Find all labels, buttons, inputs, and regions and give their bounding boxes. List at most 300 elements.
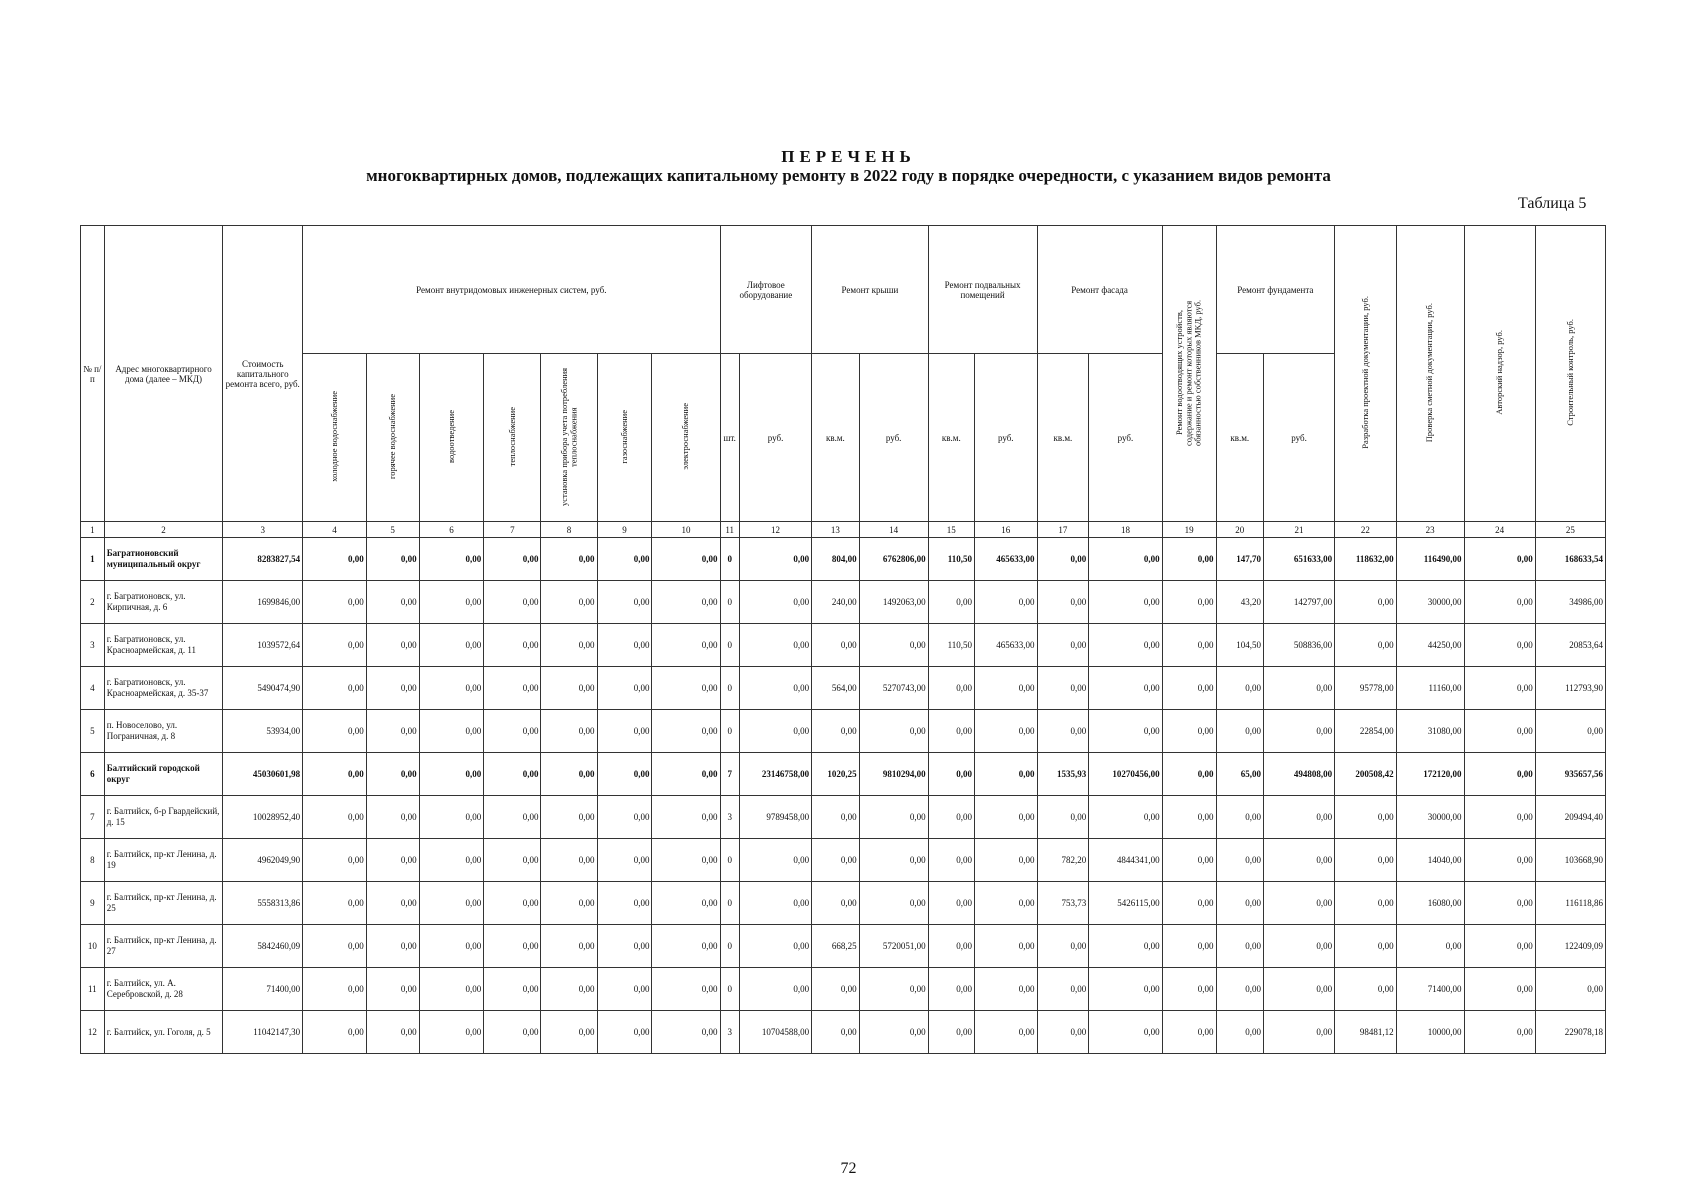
table-cell: 11042147,30 xyxy=(223,1011,303,1054)
page-number: 72 xyxy=(840,1160,857,1177)
table-cell: 0,00 xyxy=(597,581,652,624)
header-author-supervision: Авторский надзор, руб. xyxy=(1464,226,1535,522)
table-cell: 0 xyxy=(720,710,739,753)
table-cell: 494808,00 xyxy=(1263,753,1334,796)
column-number: 19 xyxy=(1162,522,1216,538)
table-cell: 0,00 xyxy=(541,839,597,882)
table-cell: 9789458,00 xyxy=(739,796,811,839)
document-subtitle: многоквартирных домов, подлежащих капитальному ремонту в 2022 году в порядке очередности, с указанием видов ремонта xyxy=(366,166,1331,185)
header-elevator-pcs: шт. xyxy=(720,354,739,522)
table-cell: 0,00 xyxy=(1037,538,1089,581)
header-address: Адрес многоквартирного дома (далее – МКД) xyxy=(104,226,223,522)
table-cell: 0,00 xyxy=(739,882,811,925)
table-cell: 0,00 xyxy=(928,882,974,925)
table-cell: 804,00 xyxy=(812,538,859,581)
table-cell: 0,00 xyxy=(1162,839,1216,882)
column-number: 15 xyxy=(928,522,974,538)
column-number: 22 xyxy=(1335,522,1396,538)
table-cell: 0,00 xyxy=(1089,667,1162,710)
row-address: г. Багратионовск, ул. Кирпичная, д. 6 xyxy=(104,581,223,624)
row-number: 1 xyxy=(81,538,105,581)
table-cell: 0,00 xyxy=(484,839,541,882)
table-cell: 22854,00 xyxy=(1335,710,1396,753)
table-label: Таблица 5 xyxy=(1518,195,1587,212)
table-row xyxy=(81,796,1606,839)
table-cell: 240,00 xyxy=(812,581,859,624)
table-cell: 0,00 xyxy=(652,796,720,839)
table-cell: 0,00 xyxy=(812,968,859,1011)
header-basement-rub: руб. xyxy=(974,354,1037,522)
table-cell: 23146758,00 xyxy=(739,753,811,796)
table-cell: 0,00 xyxy=(739,624,811,667)
table-cell: 0,00 xyxy=(1263,1011,1334,1054)
table-cell: 0,00 xyxy=(597,1011,652,1054)
header-num: № п/п xyxy=(81,226,105,522)
table-cell: 0,00 xyxy=(1216,796,1263,839)
table-cell: 0,00 xyxy=(1335,968,1396,1011)
repair-table xyxy=(80,225,1606,1054)
table-cell: 0,00 xyxy=(484,667,541,710)
column-number: 8 xyxy=(541,522,597,538)
table-cell: 0,00 xyxy=(303,882,367,925)
table-cell: 0,00 xyxy=(652,710,720,753)
table-cell: 0,00 xyxy=(1037,796,1089,839)
header-hot-water: горячее водоснабжение xyxy=(366,354,419,522)
table-cell: 172120,00 xyxy=(1396,753,1464,796)
column-number: 3 xyxy=(223,522,303,538)
column-number: 16 xyxy=(974,522,1037,538)
column-number: 24 xyxy=(1464,522,1535,538)
column-number: 7 xyxy=(484,522,541,538)
table-cell: 0,00 xyxy=(974,925,1037,968)
table-cell: 4844341,00 xyxy=(1089,839,1162,882)
table-row xyxy=(81,753,1606,796)
table-cell: 0,00 xyxy=(1335,581,1396,624)
table-cell: 0,00 xyxy=(366,753,419,796)
table-cell: 0,00 xyxy=(1216,1011,1263,1054)
table-row xyxy=(81,710,1606,753)
table-cell: 0 xyxy=(720,839,739,882)
table-cell: 0,00 xyxy=(366,882,419,925)
table-cell: 0,00 xyxy=(419,839,484,882)
table-cell: 0,00 xyxy=(484,1011,541,1054)
table-cell: 0,00 xyxy=(484,925,541,968)
table-cell: 0,00 xyxy=(541,882,597,925)
table-cell: 0,00 xyxy=(366,624,419,667)
table-cell: 0,00 xyxy=(597,710,652,753)
table-cell: 0,00 xyxy=(541,925,597,968)
table-body xyxy=(81,538,1606,1054)
table-cell: 0,00 xyxy=(1162,624,1216,667)
table-cell: 0,00 xyxy=(812,1011,859,1054)
table-cell: 1535,93 xyxy=(1037,753,1089,796)
table-cell: 0,00 xyxy=(419,667,484,710)
table-cell: 935657,56 xyxy=(1535,753,1605,796)
row-address: г. Балтийск, б-р Гвардейский, д. 15 xyxy=(104,796,223,839)
table-cell: 5720051,00 xyxy=(859,925,928,968)
table-cell: 0,00 xyxy=(1216,882,1263,925)
table-cell: 0,00 xyxy=(303,839,367,882)
column-number: 4 xyxy=(303,522,367,538)
table-cell: 0,00 xyxy=(739,581,811,624)
table-cell: 0,00 xyxy=(419,581,484,624)
table-row xyxy=(81,968,1606,1011)
column-number: 13 xyxy=(812,522,859,538)
table-cell: 0,00 xyxy=(597,667,652,710)
table-cell: 0,00 xyxy=(652,839,720,882)
table-cell: 0,00 xyxy=(366,1011,419,1054)
column-number: 23 xyxy=(1396,522,1464,538)
table-cell: 0,00 xyxy=(812,624,859,667)
header-design-docs: Разработка проектной документации, руб. xyxy=(1335,226,1396,522)
table-cell: 0,00 xyxy=(739,839,811,882)
table-cell: 0,00 xyxy=(928,710,974,753)
row-address: г. Балтийск, пр-кт Ленина, д. 27 xyxy=(104,925,223,968)
header-roof-sqm: кв.м. xyxy=(812,354,859,522)
table-cell: 0,00 xyxy=(1263,796,1334,839)
table-cell: 0,00 xyxy=(419,1011,484,1054)
table-cell: 0,00 xyxy=(1335,624,1396,667)
table-cell: 0,00 xyxy=(366,538,419,581)
table-cell: 0,00 xyxy=(652,667,720,710)
row-address: г. Балтийск, пр-кт Ленина, д. 19 xyxy=(104,839,223,882)
table-cell: 0,00 xyxy=(303,968,367,1011)
table-cell: 0 xyxy=(720,667,739,710)
table-cell: 0,00 xyxy=(1037,624,1089,667)
header-cost: Стоимость капитального ремонта всего, руб. xyxy=(223,226,303,522)
table-cell: 0,00 xyxy=(1037,581,1089,624)
table-cell: 0,00 xyxy=(652,925,720,968)
table-cell: 0,00 xyxy=(303,624,367,667)
table-cell: 0,00 xyxy=(928,1011,974,1054)
table-cell: 0,00 xyxy=(974,796,1037,839)
row-number: 10 xyxy=(81,925,105,968)
table-cell: 209494,40 xyxy=(1535,796,1605,839)
table-cell: 0,00 xyxy=(1162,667,1216,710)
header-foundation-rub: руб. xyxy=(1263,354,1334,522)
table-cell: 0,00 xyxy=(597,796,652,839)
table-cell: 0,00 xyxy=(859,882,928,925)
table-cell: 9810294,00 xyxy=(859,753,928,796)
table-cell: 0 xyxy=(720,538,739,581)
table-cell: 5558313,86 xyxy=(223,882,303,925)
table-cell: 0,00 xyxy=(1162,1011,1216,1054)
column-number: 10 xyxy=(652,522,720,538)
table-cell: 0,00 xyxy=(597,925,652,968)
table-cell: 30000,00 xyxy=(1396,581,1464,624)
table-cell: 0,00 xyxy=(859,839,928,882)
table-cell: 0,00 xyxy=(366,667,419,710)
table-cell: 0,00 xyxy=(812,882,859,925)
table-cell: 0,00 xyxy=(366,796,419,839)
table-cell: 10000,00 xyxy=(1396,1011,1464,1054)
table-cell: 53934,00 xyxy=(223,710,303,753)
row-number: 2 xyxy=(81,581,105,624)
row-number: 8 xyxy=(81,839,105,882)
table-cell: 0,00 xyxy=(484,581,541,624)
table-cell: 0,00 xyxy=(1162,796,1216,839)
table-cell: 0,00 xyxy=(1089,968,1162,1011)
table-cell: 0,00 xyxy=(1089,925,1162,968)
table-cell: 0,00 xyxy=(928,839,974,882)
table-cell: 0,00 xyxy=(1037,1011,1089,1054)
row-number: 7 xyxy=(81,796,105,839)
table-cell: 71400,00 xyxy=(223,968,303,1011)
table-cell: 0,00 xyxy=(1037,710,1089,753)
table-cell: 0,00 xyxy=(597,968,652,1011)
table-cell: 0,00 xyxy=(812,839,859,882)
table-cell: 0 xyxy=(720,882,739,925)
table-row xyxy=(81,538,1606,581)
table-cell: 0,00 xyxy=(1037,968,1089,1011)
table-row xyxy=(81,581,1606,624)
table-cell: 0,00 xyxy=(652,968,720,1011)
header-facade-sqm: кв.м. xyxy=(1037,354,1089,522)
table-cell: 0,00 xyxy=(541,710,597,753)
header-sewerage: водоотведение xyxy=(419,354,484,522)
table-cell: 0,00 xyxy=(1464,710,1535,753)
table-cell: 0,00 xyxy=(1464,968,1535,1011)
table-cell: 0,00 xyxy=(1335,882,1396,925)
table-cell: 0,00 xyxy=(1464,1011,1535,1054)
table-cell: 508836,00 xyxy=(1263,624,1334,667)
header-elevator: Лифтовое оборудование xyxy=(720,226,812,354)
row-address: п. Новоселово, ул. Пограничная, д. 8 xyxy=(104,710,223,753)
table-cell: 0,00 xyxy=(859,968,928,1011)
table-cell: 0,00 xyxy=(652,624,720,667)
table-cell: 651633,00 xyxy=(1263,538,1334,581)
table-cell: 0,00 xyxy=(541,667,597,710)
table-cell: 0,00 xyxy=(859,624,928,667)
table-cell: 0,00 xyxy=(366,710,419,753)
table-cell: 116118,86 xyxy=(1535,882,1605,925)
row-number: 9 xyxy=(81,882,105,925)
table-cell: 465633,00 xyxy=(974,538,1037,581)
row-number: 12 xyxy=(81,1011,105,1054)
table-row xyxy=(81,839,1606,882)
table-cell: 0,00 xyxy=(541,538,597,581)
table-cell: 0,00 xyxy=(1037,925,1089,968)
table-cell: 0,00 xyxy=(1162,538,1216,581)
table-cell: 0,00 xyxy=(541,581,597,624)
table-cell: 782,20 xyxy=(1037,839,1089,882)
header-construction-control: Строительный контроль, руб. xyxy=(1535,226,1605,522)
header-cold-water: холодное водоснабжение xyxy=(303,354,367,522)
table-cell: 0,00 xyxy=(1464,538,1535,581)
column-number: 12 xyxy=(739,522,811,538)
table-cell: 168633,54 xyxy=(1535,538,1605,581)
table-cell: 465633,00 xyxy=(974,624,1037,667)
table-cell: 1492063,00 xyxy=(859,581,928,624)
table-cell: 3 xyxy=(720,1011,739,1054)
table-cell: 0,00 xyxy=(484,882,541,925)
table-cell: 0,00 xyxy=(484,710,541,753)
table-cell: 1699846,00 xyxy=(223,581,303,624)
table-cell: 0,00 xyxy=(1216,925,1263,968)
table-cell: 0,00 xyxy=(1162,581,1216,624)
table-cell: 0,00 xyxy=(597,624,652,667)
header-facade-rub: руб. xyxy=(1089,354,1162,522)
column-number: 21 xyxy=(1263,522,1334,538)
table-cell: 10704588,00 xyxy=(739,1011,811,1054)
table-cell: 0,00 xyxy=(1162,968,1216,1011)
column-number: 14 xyxy=(859,522,928,538)
table-cell: 95778,00 xyxy=(1335,667,1396,710)
table-cell: 0,00 xyxy=(974,882,1037,925)
table-cell: 0,00 xyxy=(652,753,720,796)
column-number: 25 xyxy=(1535,522,1605,538)
table-cell: 0,00 xyxy=(652,1011,720,1054)
table-cell: 14040,00 xyxy=(1396,839,1464,882)
table-cell: 0,00 xyxy=(303,753,367,796)
table-cell: 5270743,00 xyxy=(859,667,928,710)
row-number: 5 xyxy=(81,710,105,753)
header-estimate-check: Проверка сметной документации, руб. xyxy=(1396,226,1464,522)
header-foundation: Ремонт фундамента xyxy=(1216,226,1335,354)
header-roof: Ремонт крыши xyxy=(812,226,928,354)
table-cell: 0,00 xyxy=(1089,581,1162,624)
header-basement: Ремонт подвальных помещений xyxy=(928,226,1037,354)
table-cell: 0,00 xyxy=(974,710,1037,753)
column-number: 1 xyxy=(81,522,105,538)
table-cell: 118632,00 xyxy=(1335,538,1396,581)
table-cell: 753,73 xyxy=(1037,882,1089,925)
header-gas: газоснабжение xyxy=(597,354,652,522)
table-cell: 0,00 xyxy=(739,710,811,753)
table-cell: 5842460,09 xyxy=(223,925,303,968)
table-cell: 0,00 xyxy=(974,581,1037,624)
table-cell: 0,00 xyxy=(1464,753,1535,796)
table-cell: 0,00 xyxy=(974,968,1037,1011)
table-cell: 104,50 xyxy=(1216,624,1263,667)
row-address: г. Балтийск, ул. А. Серебровской, д. 28 xyxy=(104,968,223,1011)
table-cell: 5426115,00 xyxy=(1089,882,1162,925)
table-cell: 0,00 xyxy=(1162,710,1216,753)
column-number: 18 xyxy=(1089,522,1162,538)
table-cell: 1039572,64 xyxy=(223,624,303,667)
table-cell: 0,00 xyxy=(1263,925,1334,968)
table-cell: 0,00 xyxy=(1464,839,1535,882)
table-cell: 0,00 xyxy=(974,839,1037,882)
header-foundation-sqm: кв.м. xyxy=(1216,354,1263,522)
table-cell: 668,25 xyxy=(812,925,859,968)
table-cell: 0,00 xyxy=(419,882,484,925)
header-heating: теплоснабжение xyxy=(484,354,541,522)
header-elevator-rub: руб. xyxy=(739,354,811,522)
table-cell: 44250,00 xyxy=(1396,624,1464,667)
table-cell: 0,00 xyxy=(859,796,928,839)
table-cell: 0,00 xyxy=(303,538,367,581)
table-cell: 122409,09 xyxy=(1535,925,1605,968)
column-number: 11 xyxy=(720,522,739,538)
table-cell: 0,00 xyxy=(1162,925,1216,968)
table-cell: 0,00 xyxy=(419,796,484,839)
row-number: 4 xyxy=(81,667,105,710)
column-number: 5 xyxy=(366,522,419,538)
table-cell: 43,20 xyxy=(1216,581,1263,624)
table-cell: 31080,00 xyxy=(1396,710,1464,753)
table-cell: 0,00 xyxy=(1162,882,1216,925)
table-cell: 0,00 xyxy=(366,581,419,624)
table-cell: 0,00 xyxy=(1216,667,1263,710)
table-cell: 0,00 xyxy=(541,624,597,667)
table-cell: 0,00 xyxy=(484,796,541,839)
table-cell: 0,00 xyxy=(1263,839,1334,882)
table-cell: 30000,00 xyxy=(1396,796,1464,839)
table-cell: 0,00 xyxy=(974,1011,1037,1054)
table-cell: 116490,00 xyxy=(1396,538,1464,581)
table-cell: 0,00 xyxy=(303,1011,367,1054)
table-cell: 0,00 xyxy=(484,624,541,667)
table-cell: 0,00 xyxy=(597,839,652,882)
table-cell: 0,00 xyxy=(484,968,541,1011)
table-cell: 0,00 xyxy=(1089,710,1162,753)
table-cell: 0,00 xyxy=(974,667,1037,710)
row-address: г. Балтийск, пр-кт Ленина, д. 25 xyxy=(104,882,223,925)
table-cell: 200508,42 xyxy=(1335,753,1396,796)
table-cell: 0,00 xyxy=(1464,796,1535,839)
table-cell: 0,00 xyxy=(1089,796,1162,839)
row-address: г. Багратионовск, ул. Красноармейская, д. 11 xyxy=(104,624,223,667)
table-cell: 0,00 xyxy=(419,968,484,1011)
table-cell: 0,00 xyxy=(1263,710,1334,753)
table-cell: 0,00 xyxy=(1464,925,1535,968)
table-cell: 0,00 xyxy=(652,882,720,925)
table-cell: 0,00 xyxy=(739,925,811,968)
table-cell: 110,50 xyxy=(928,624,974,667)
table-cell: 0,00 xyxy=(541,796,597,839)
table-cell: 10028952,40 xyxy=(223,796,303,839)
table-cell: 0,00 xyxy=(928,581,974,624)
table-cell: 0,00 xyxy=(419,538,484,581)
column-number: 9 xyxy=(597,522,652,538)
table-cell: 0,00 xyxy=(652,581,720,624)
table-cell: 0,00 xyxy=(739,538,811,581)
table-cell: 0,00 xyxy=(303,667,367,710)
table-cell: 0 xyxy=(720,968,739,1011)
table-cell: 0,00 xyxy=(366,839,419,882)
table-cell: 0,00 xyxy=(1216,710,1263,753)
table-cell: 0,00 xyxy=(1396,925,1464,968)
header-engineering: Ремонт внутридомовых инженерных систем, руб. xyxy=(303,226,720,354)
table-cell: 0,00 xyxy=(597,538,652,581)
table-cell: 0,00 xyxy=(484,753,541,796)
table-cell: 4962049,90 xyxy=(223,839,303,882)
table-cell: 0,00 xyxy=(928,796,974,839)
table-cell: 0,00 xyxy=(541,753,597,796)
table-cell: 10270456,00 xyxy=(1089,753,1162,796)
table-cell: 0,00 xyxy=(1263,667,1334,710)
column-number-row xyxy=(81,522,1606,538)
table-cell: 0,00 xyxy=(1464,624,1535,667)
table-cell: 0,00 xyxy=(1335,796,1396,839)
table-cell: 0,00 xyxy=(366,968,419,1011)
table-cell: 0,00 xyxy=(652,538,720,581)
table-cell: 0 xyxy=(720,925,739,968)
table-row xyxy=(81,624,1606,667)
table-cell: 112793,90 xyxy=(1535,667,1605,710)
table-row xyxy=(81,882,1606,925)
table-cell: 8283827,54 xyxy=(223,538,303,581)
table-cell: 0,00 xyxy=(419,925,484,968)
table-cell: 20853,64 xyxy=(1535,624,1605,667)
table-cell: 11160,00 xyxy=(1396,667,1464,710)
table-cell: 98481,12 xyxy=(1335,1011,1396,1054)
table-cell: 6762806,00 xyxy=(859,538,928,581)
table-cell: 0,00 xyxy=(1464,667,1535,710)
table-cell: 0,00 xyxy=(303,925,367,968)
table-cell: 0,00 xyxy=(303,710,367,753)
